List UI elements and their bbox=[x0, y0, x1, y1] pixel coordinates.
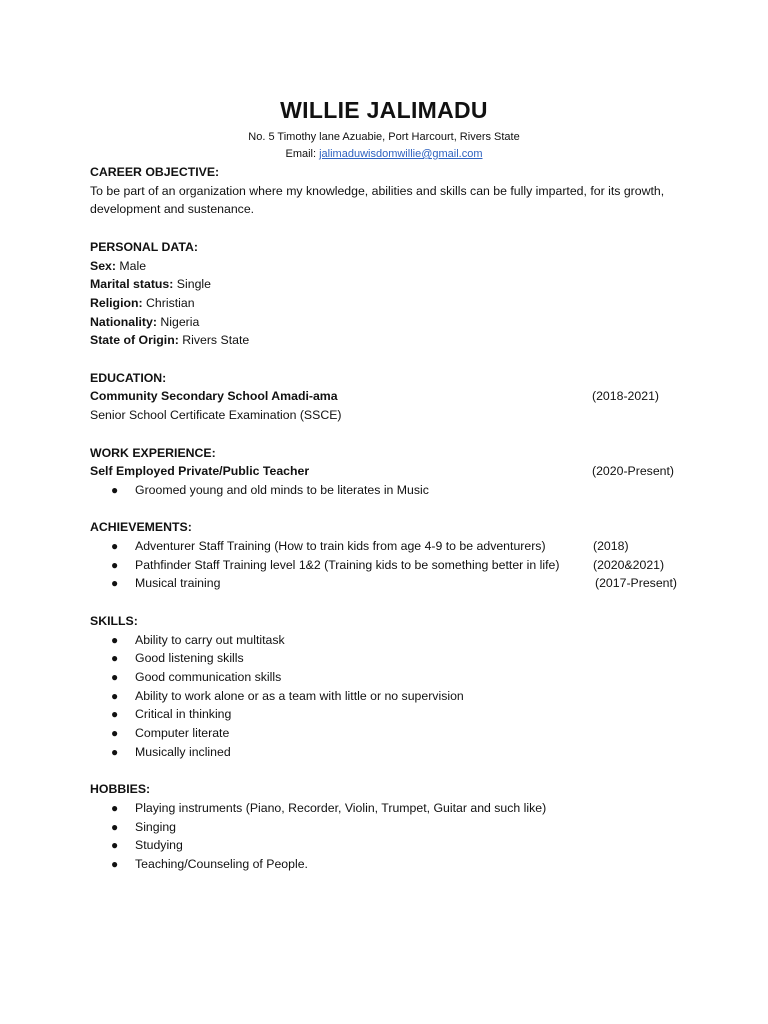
education-heading: EDUCATION: bbox=[90, 370, 167, 385]
list-item: ● Playing instruments (Piano, Recorder, Violin, Trumpet, Guitar and such like) bbox=[90, 799, 678, 818]
bullet-icon: ● bbox=[111, 856, 119, 871]
work-title-row bbox=[90, 462, 678, 481]
work-title: Self Employed Private/Public Teacher bbox=[90, 464, 310, 479]
skills-heading: SKILLS: bbox=[90, 613, 138, 628]
achievements-list bbox=[90, 537, 678, 593]
list-item: ● Musically inclined bbox=[90, 743, 678, 762]
list-item: ● Teaching/Counseling of People. bbox=[90, 855, 678, 874]
list-item: ● Good communication skills bbox=[90, 668, 678, 687]
bullet-icon: ● bbox=[111, 744, 119, 759]
work-years: (2020-Present) bbox=[592, 464, 675, 479]
address-line: No. 5 Timothy lane Azuabie, Port Harcourt, Rivers State bbox=[248, 131, 520, 143]
list-item: ● Singing bbox=[90, 818, 678, 837]
list-item: ● Adventurer Staff Training (How to train kids from age 4-9 to be adventurers) (2018) bbox=[90, 537, 678, 556]
personal-marital-status: Marital status: Single bbox=[90, 277, 211, 292]
list-item: ● Good listening skills bbox=[90, 649, 678, 668]
bullet-icon: ● bbox=[111, 688, 119, 703]
work-bullets bbox=[90, 481, 678, 500]
list-item: ● Musical training (2017-Present) bbox=[90, 574, 678, 593]
list-item: ● Ability to work alone or as a team with little or no supervision bbox=[90, 687, 678, 706]
list-item: ● Computer literate bbox=[90, 724, 678, 743]
hobbies-list bbox=[90, 799, 678, 874]
bullet-icon: ● bbox=[111, 557, 119, 572]
education-years: (2018-2021) bbox=[592, 389, 659, 404]
personal-religion: Religion: Christian bbox=[90, 295, 195, 310]
bullet-icon: ● bbox=[111, 819, 119, 834]
bullet-icon: ● bbox=[111, 707, 119, 722]
resume-name: WILLIE JALIMADU bbox=[280, 97, 488, 123]
skills-list bbox=[90, 631, 678, 762]
career-objective-text: To be part of an organization where my knowledge, abilities and skills can be fully imparted, for its growth, development and sustenance. bbox=[90, 183, 665, 217]
work-experience-heading: WORK EXPERIENCE: bbox=[90, 445, 216, 460]
personal-sex: Sex: Male bbox=[90, 258, 147, 273]
bullet-icon: ● bbox=[111, 838, 119, 853]
bullet-icon: ● bbox=[111, 482, 119, 497]
education-school: Community Secondary School Amadi-ama bbox=[90, 389, 338, 404]
list-item: ● Studying bbox=[90, 836, 678, 855]
hobbies-heading: HOBBIES: bbox=[90, 782, 151, 797]
education-school-row bbox=[90, 387, 678, 406]
achievement-date: (2017-Present) bbox=[595, 576, 678, 591]
list-item: ● Ability to carry out multitask bbox=[90, 631, 678, 650]
personal-nationality: Nationality: Nigeria bbox=[90, 314, 200, 329]
list-item: ● Pathfinder Staff Training level 1&2 (Training kids to be something better in life) (2020&2021) bbox=[90, 556, 678, 575]
achievement-date: (2020&2021) bbox=[593, 557, 665, 572]
bullet-icon: ● bbox=[111, 539, 119, 553]
bullet-icon: ● bbox=[111, 632, 119, 647]
bullet-icon: ● bbox=[111, 669, 119, 684]
list-item: ● Groomed young and old minds to be literates in Music bbox=[90, 481, 678, 500]
bullet-icon: ● bbox=[111, 576, 119, 591]
email-link[interactable]: jalimaduwisdomwillie@gmail.com bbox=[319, 148, 483, 160]
bullet-icon: ● bbox=[111, 726, 119, 741]
bullet-icon: ● bbox=[111, 800, 119, 815]
list-item: ● Critical in thinking bbox=[90, 705, 678, 724]
bullet-icon: ● bbox=[111, 651, 119, 666]
personal-state-of-origin: State of Origin: Rivers State bbox=[90, 333, 250, 348]
email-label: Email: bbox=[285, 148, 320, 160]
email-line bbox=[90, 146, 678, 163]
achievements-heading: ACHIEVEMENTS: bbox=[90, 520, 192, 535]
achievement-date: (2018) bbox=[593, 539, 629, 553]
education-qualification: Senior School Certificate Examination (SSCE) bbox=[90, 408, 342, 423]
personal-data-heading: PERSONAL DATA: bbox=[90, 239, 198, 254]
career-objective-heading: CAREER OBJECTIVE: bbox=[90, 165, 220, 179]
